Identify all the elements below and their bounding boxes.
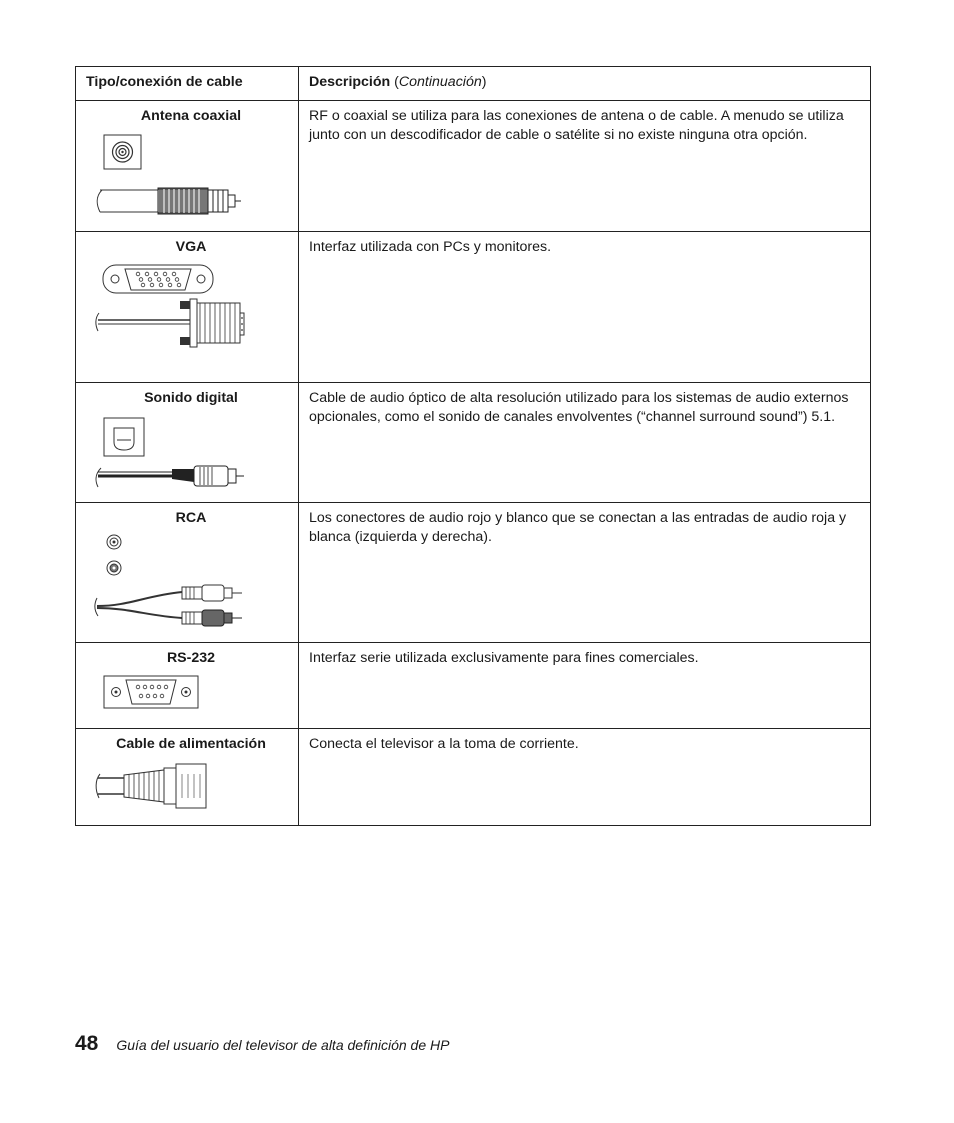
table-row-power: [76, 729, 871, 826]
type-cell: [76, 729, 299, 826]
rs232-connector-icon: [94, 674, 254, 714]
page-number: 48: [75, 1032, 99, 1055]
type-cell: [76, 383, 299, 503]
table-header-row: [76, 67, 871, 101]
page-footer: [75, 1032, 449, 1056]
description-cell: Interfaz serie utilizada exclusivamente para fines comerciales.: [299, 643, 871, 729]
vga-connector-icon: [94, 263, 254, 373]
table-row-rs232: [76, 643, 871, 729]
cable-types-table: [75, 66, 871, 826]
footer-title: Guía del usuario del televisor de alta definición de HP: [116, 1037, 450, 1053]
description-cell: Los conectores de audio rojo y blanco que se conectan a las entradas de audio roja y blanca (izquierda y derecha).: [299, 503, 871, 643]
rca-connector-icon: [94, 534, 254, 634]
table-row-vga: [76, 232, 871, 383]
type-cell: [76, 503, 299, 643]
table-row-digital-audio: [76, 383, 871, 503]
description-cell: Cable de audio óptico de alta resolución utilizado para los sistemas de audio externos opcionales, como el sonido de canales envolventes (“channel surround sound”) 5.1.: [299, 383, 871, 503]
description-cell: RF o coaxial se utiliza para las conexiones de antena o de cable. A menudo se utiliza junto con un descodificador de cable o satélite si no existe ninguna otra opción.: [299, 101, 871, 232]
header-description: Descripción (Continuación): [299, 67, 871, 101]
type-name: RS-232: [166, 650, 216, 666]
description-cell: Conecta el televisor a la toma de corriente.: [299, 729, 871, 826]
type-name: VGA: [175, 239, 207, 255]
power-cable-icon: [94, 760, 254, 810]
type-name: Sonido digital: [144, 390, 238, 406]
type-cell: [76, 643, 299, 729]
header-description-label: Descripción: [309, 74, 391, 90]
type-cell: [76, 101, 299, 232]
table-row-rca: [76, 503, 871, 643]
type-name: Cable de alimentación: [116, 736, 266, 752]
type-name: Antena coaxial: [140, 108, 242, 124]
type-cell: [76, 232, 299, 383]
description-cell: Interfaz utilizada con PCs y monitores.: [299, 232, 871, 383]
type-name: RCA: [175, 510, 207, 526]
table-row-coaxial: [76, 101, 871, 232]
header-type: Tipo/conexión de cable: [76, 67, 299, 101]
coaxial-connector-icon: [94, 132, 254, 217]
optical-audio-connector-icon: [94, 414, 254, 492]
header-continuation: Continuación: [398, 74, 482, 90]
